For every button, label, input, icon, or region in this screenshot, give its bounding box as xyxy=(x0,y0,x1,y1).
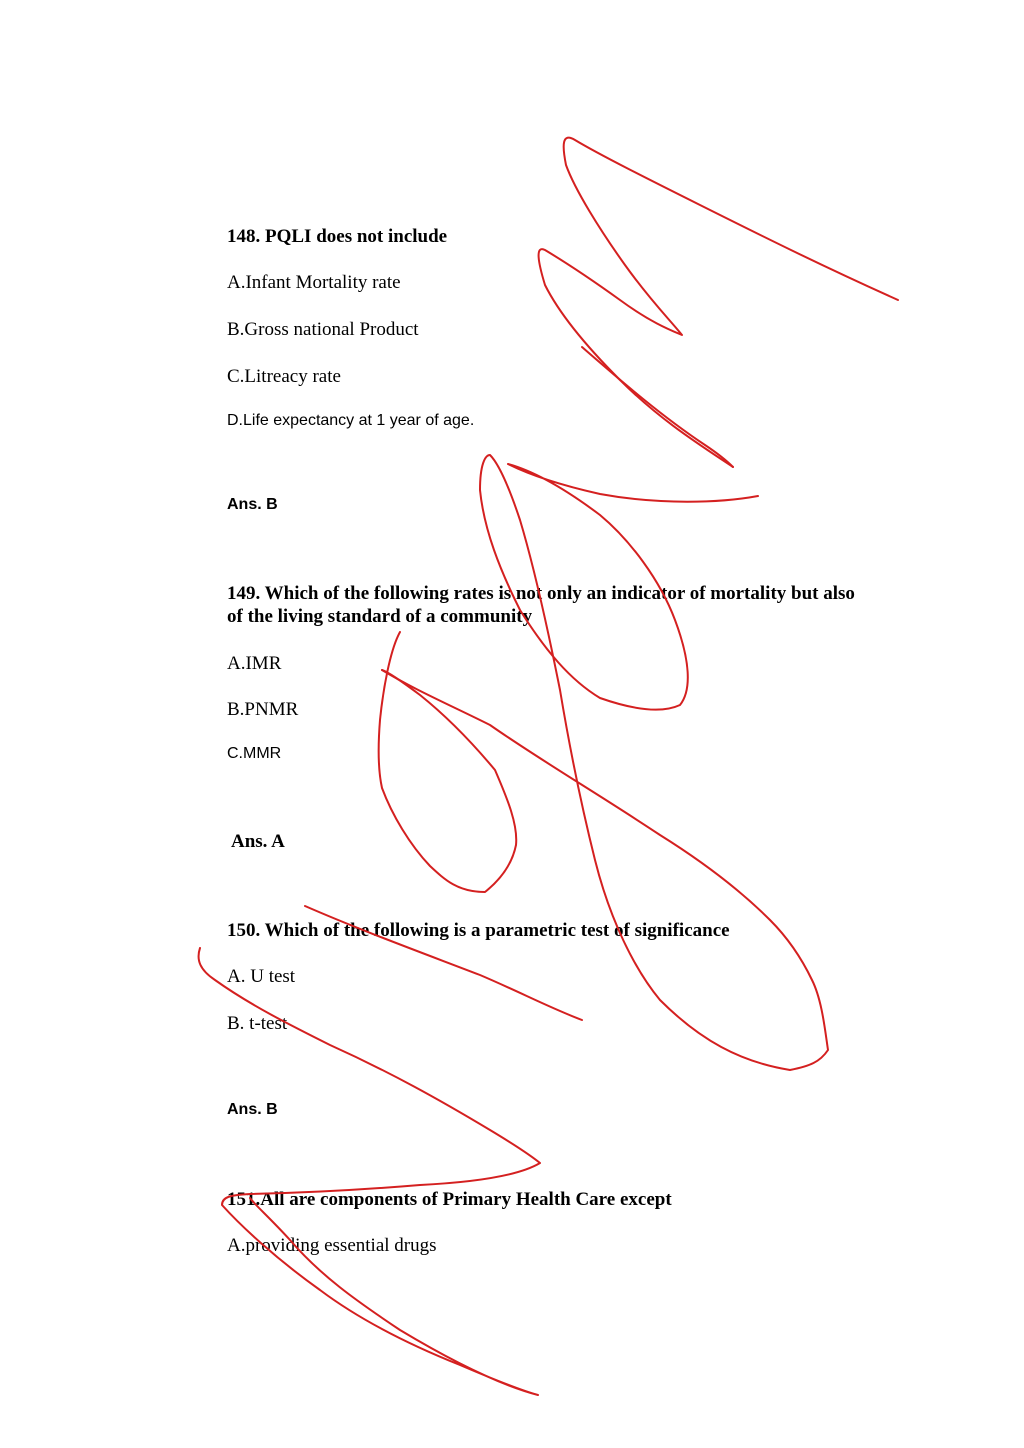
question-149-line-1: 149. Which of the following rates is not only an indicator of mortality but also xyxy=(227,583,855,604)
q149-answer: Ans. A xyxy=(231,831,285,852)
q151-option-a: A.providing essential drugs xyxy=(227,1235,437,1256)
q150-option-a: A. U test xyxy=(227,966,296,987)
q149-option-a: A.IMR xyxy=(227,653,282,674)
q149-option-b: B.PNMR xyxy=(227,699,299,720)
q149-option-c: C.MMR xyxy=(227,745,282,762)
question-151: 151.All are components of Primary Health Care except xyxy=(227,1189,672,1210)
q150-answer: Ans. B xyxy=(227,1101,278,1118)
q148-option-a: A.Infant Mortality rate xyxy=(227,272,401,293)
question-148: 148. PQLI does not include xyxy=(227,226,448,247)
q148-option-b: B.Gross national Product xyxy=(227,319,419,340)
q150-option-b: B. t-test xyxy=(227,1013,288,1034)
q148-answer: Ans. B xyxy=(227,496,278,513)
q148-option-c: C.Litreacy rate xyxy=(227,366,341,387)
question-150: 150. Which of the following is a parametric test of significance xyxy=(227,920,730,941)
q148-option-d: D.Life expectancy at 1 year of age. xyxy=(227,412,475,429)
question-149-line-2: of the living standard of a community xyxy=(227,606,533,627)
